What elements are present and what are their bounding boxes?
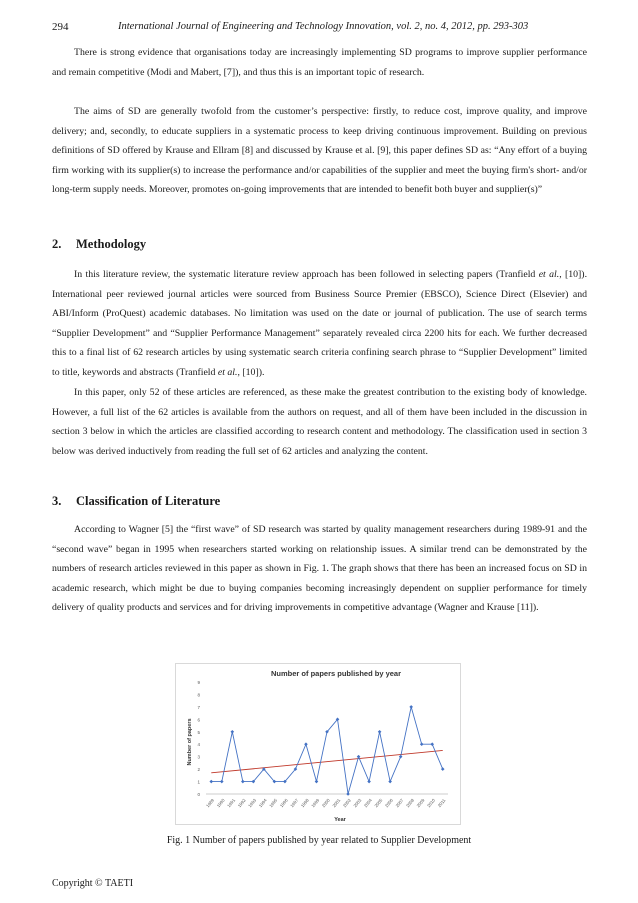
section-2-title: Methodology bbox=[76, 237, 147, 251]
data-point bbox=[430, 742, 434, 746]
data-point bbox=[241, 780, 245, 784]
x-tick-label: 1994 bbox=[257, 797, 268, 809]
data-point bbox=[367, 780, 371, 784]
journal-header: International Journal of Engineering and Technology Innovation, vol. 2, no. 4, 2012, pp. 293-303 bbox=[118, 21, 529, 32]
x-tick-label: 1997 bbox=[289, 797, 300, 809]
x-tick-label: 1998 bbox=[299, 797, 310, 809]
page-number: 294 bbox=[52, 21, 69, 33]
data-point bbox=[357, 755, 361, 759]
line-chart bbox=[176, 664, 460, 829]
x-tick-label: 2002 bbox=[341, 797, 352, 809]
data-point bbox=[346, 792, 350, 796]
data-point bbox=[378, 730, 382, 734]
x-axis-label: Year bbox=[334, 817, 346, 823]
data-point bbox=[441, 767, 445, 771]
y-tick-label: 9 bbox=[197, 680, 200, 685]
x-tick-label: 1996 bbox=[278, 797, 289, 809]
section-3-number: 3. bbox=[52, 494, 62, 508]
x-tick-label: 1989 bbox=[205, 797, 216, 809]
data-point bbox=[304, 742, 308, 746]
y-axis-label: Number of papers bbox=[187, 718, 193, 766]
x-tick-label: 1999 bbox=[310, 797, 321, 809]
y-tick-label: 1 bbox=[197, 779, 200, 785]
x-tick-label: 2005 bbox=[373, 797, 384, 809]
x-tick-label: 2008 bbox=[405, 797, 416, 809]
y-tick-label: 8 bbox=[197, 692, 200, 698]
y-tick-label: 0 bbox=[197, 792, 200, 797]
x-tick-label: 2010 bbox=[426, 797, 437, 809]
data-point bbox=[420, 742, 424, 746]
data-point bbox=[231, 730, 235, 734]
methodology-paragraph-1: In this literature review, the systematic literature review approach has been followed in selecting papers (Tranfield et al., [10]). International peer reviewed journal articles were sourced from Business Source Premier (EBSCO), Science Direct (Elsevier) and ABI/Inform (ProQuest) academic databases. No limitation was used on the date or journal of publication. The use of search terms “Supplier Development” and “Supplier Performance Management” separately revealed circa 2200 hits for each. We further decreased this to a final list of 62 research articles by using systematic search criteria confining search phrase to “Supplier Development” limited to title, keywords and abstracts (Tranfield et al., [10]). bbox=[52, 269, 588, 378]
x-tick-label: 1990 bbox=[215, 797, 226, 809]
chart-canvas bbox=[176, 664, 460, 824]
y-tick-label: 2 bbox=[197, 767, 200, 773]
x-tick-label: 2004 bbox=[362, 797, 373, 809]
data-point bbox=[315, 780, 319, 784]
section-3-heading bbox=[52, 494, 220, 509]
y-tick-label: 4 bbox=[197, 742, 200, 748]
x-tick-label: 1993 bbox=[247, 797, 258, 809]
figure-caption: Fig. 1 Number of papers published by year related to Supplier Development bbox=[166, 835, 472, 846]
section-2-number: 2. bbox=[52, 237, 62, 251]
intro-paragraph-2: The aims of SD are generally twofold from the customer’s perspective: firstly, to reduce cost, improve quality, and improve delivery; and, secondly, to educate suppliers in a systematic process to keep driving continuous improvement. Building on previous definitions of SD offered by Krause and Ellram [8] and discussed by Krause et al. [9], this paper defines SD as: “Any effort of a buying firm working with its supplier(s) to increase the performance and/or capabilities of the supplier and meet the buying firm's short- and/or long-term supply needs. Moreover, promotes on-going improvements that are intended to benefit both buyer and supplier(s)” bbox=[52, 106, 587, 196]
y-tick-labels bbox=[197, 680, 200, 797]
data-point bbox=[209, 780, 213, 784]
section-2-heading bbox=[52, 237, 146, 252]
x-tick-label: 2003 bbox=[352, 797, 363, 809]
classification-paragraph-1: According to Wagner [5] the “first wave” of SD research was started by quality management researchers during 1989-91 and the “second wave” began in 1995 when researchers started working on relationship issues. A similar trend can be demonstrated by the numbers of research articles reviewed in this paper as shown in Fig. 1. The graph shows that there has been an increased focus on SD in academic research, which might be due to buying companies becoming increasingly dependent on supplier performance for timely delivery of quality products and services and for driving improvements in competitive advantage (Wagner and Krause [11]). bbox=[52, 524, 587, 614]
x-tick-label: 2001 bbox=[331, 797, 342, 809]
x-tick-label: 2006 bbox=[383, 797, 394, 809]
y-tick-label: 3 bbox=[197, 754, 200, 760]
y-tick-label: 6 bbox=[197, 717, 200, 723]
trend-line bbox=[211, 750, 442, 772]
x-tick-label: 2009 bbox=[415, 797, 426, 809]
x-tick-label: 1991 bbox=[226, 797, 237, 809]
x-tick-label: 1995 bbox=[268, 797, 279, 809]
x-tick-labels bbox=[205, 797, 447, 808]
data-point bbox=[409, 705, 413, 709]
chart-title: Number of papers published by year bbox=[270, 669, 402, 678]
x-tick-label: 2007 bbox=[394, 797, 405, 809]
y-tick-label: 7 bbox=[197, 704, 200, 710]
data-point bbox=[399, 755, 403, 759]
x-tick-label: 2011 bbox=[436, 797, 447, 809]
copyright: Copyright © TAETI bbox=[52, 878, 134, 889]
series-line bbox=[211, 707, 442, 794]
plot-area bbox=[206, 705, 448, 796]
data-point bbox=[220, 780, 224, 784]
methodology-paragraph-2: In this paper, only 52 of these articles are referenced, as these make the greatest contribution to the existing body of knowledge. However, a full list of the 62 articles is available from the authors on request, and all of them have been included in the discussion in section 3 below in which the articles are classified according to research content and methodology. The classification used in section 3 below was derived inductively from reading the full set of 62 articles and analyzing the content. bbox=[52, 387, 587, 457]
section-3-title: Classification of Literature bbox=[76, 494, 221, 508]
intro-paragraph-1: There is strong evidence that organisations today are increasingly implementing SD programs to improve supplier performance and remain competitive (Modi and Mabert, [7]), and thus this is an important topic of research. bbox=[52, 47, 587, 78]
data-point bbox=[388, 780, 392, 784]
figure-1-chart bbox=[175, 663, 461, 825]
x-tick-label: 1992 bbox=[236, 797, 247, 809]
x-tick-label: 2000 bbox=[320, 797, 331, 809]
y-tick-label: 5 bbox=[197, 729, 200, 735]
